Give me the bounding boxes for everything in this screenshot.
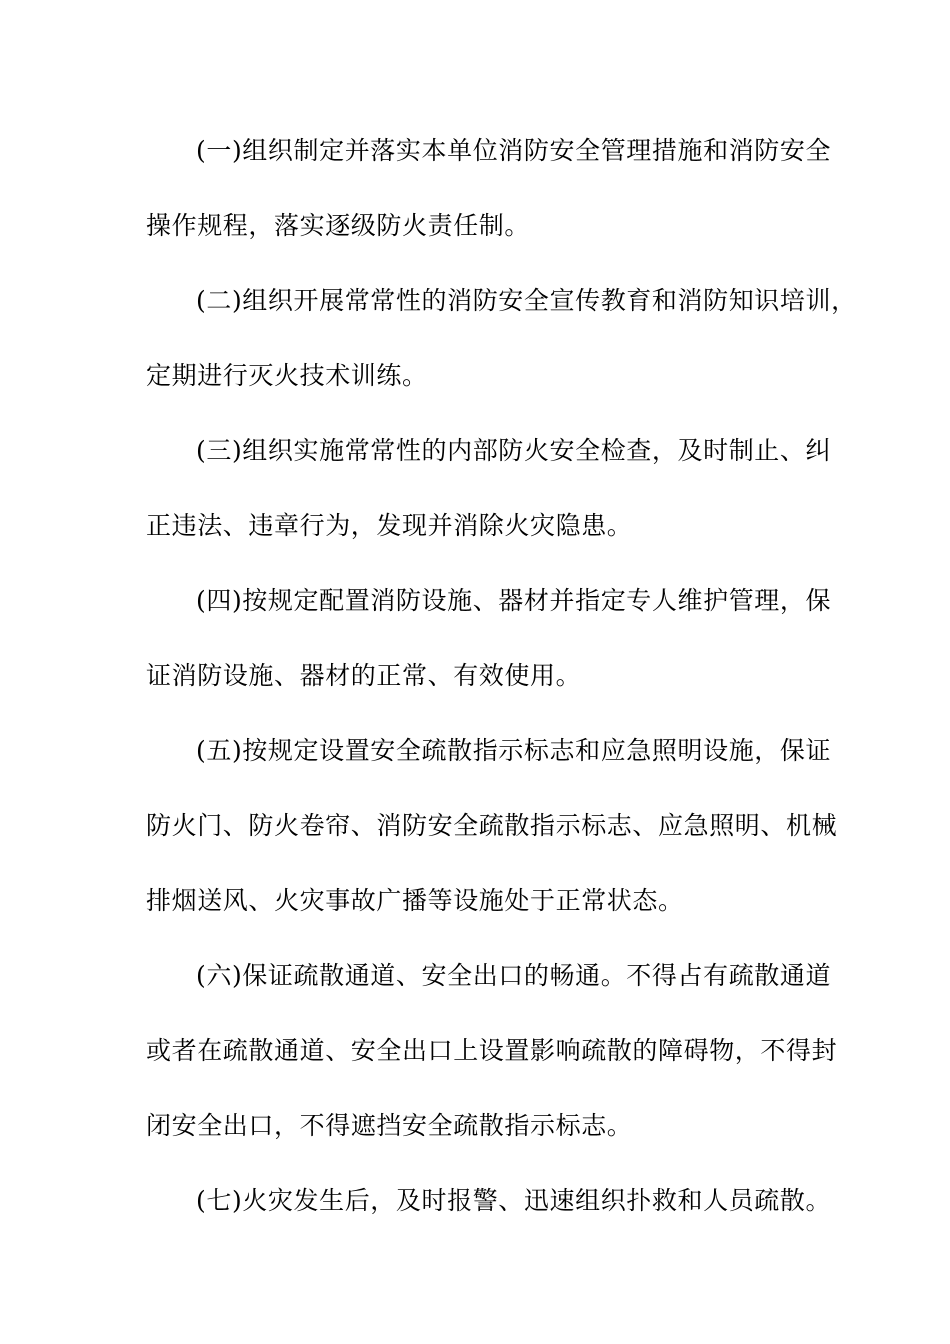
paragraph-4-line-1: (四)按规定配置消防设施、器材并指定专人维护管理，保: [196, 586, 832, 615]
paragraph-2-line-1: (二)组织开展常常性的消防安全宣传教育和消防知识培训，: [196, 286, 857, 315]
paragraph-6-line-3: 闭安全出口，不得遮挡安全疏散指示标志。: [146, 1111, 633, 1140]
paragraph-3-line-2: 正违法、违章行为，发现并消除火灾隐患。: [146, 511, 633, 540]
paragraph-5-line-3: 排烟送风、火灾事故广播等设施处于正常状态。: [146, 886, 684, 915]
paragraph-1-line-1: (一)组织制定并落实本单位消防安全管理措施和消防安全: [196, 136, 832, 165]
paragraph-1-line-2: 操作规程，落实逐级防火责任制。: [146, 211, 531, 240]
paragraph-6-line-1: (六)保证疏散通道、安全出口的畅通。不得占有疏散通道: [196, 961, 832, 990]
paragraph-2-line-2: 定期进行灭火技术训练。: [146, 361, 428, 390]
paragraph-5-line-2: 防火门、防火卷帘、消防安全疏散指示标志、应急照明、机械: [146, 811, 838, 840]
paragraph-5-line-1: (五)按规定设置安全疏散指示标志和应急照明设施，保证: [196, 736, 832, 765]
paragraph-7-line-1: (七)火灾发生后，及时报警、迅速组织扑救和人员疏散。: [196, 1186, 832, 1215]
paragraph-3-line-1: (三)组织实施常常性的内部防火安全检查，及时制止、纠: [196, 436, 832, 465]
paragraph-6-line-2: 或者在疏散通道、安全出口上设置影响疏散的障碍物，不得封: [146, 1036, 838, 1065]
paragraph-4-line-2: 证消防设施、器材的正常、有效使用。: [146, 661, 582, 690]
